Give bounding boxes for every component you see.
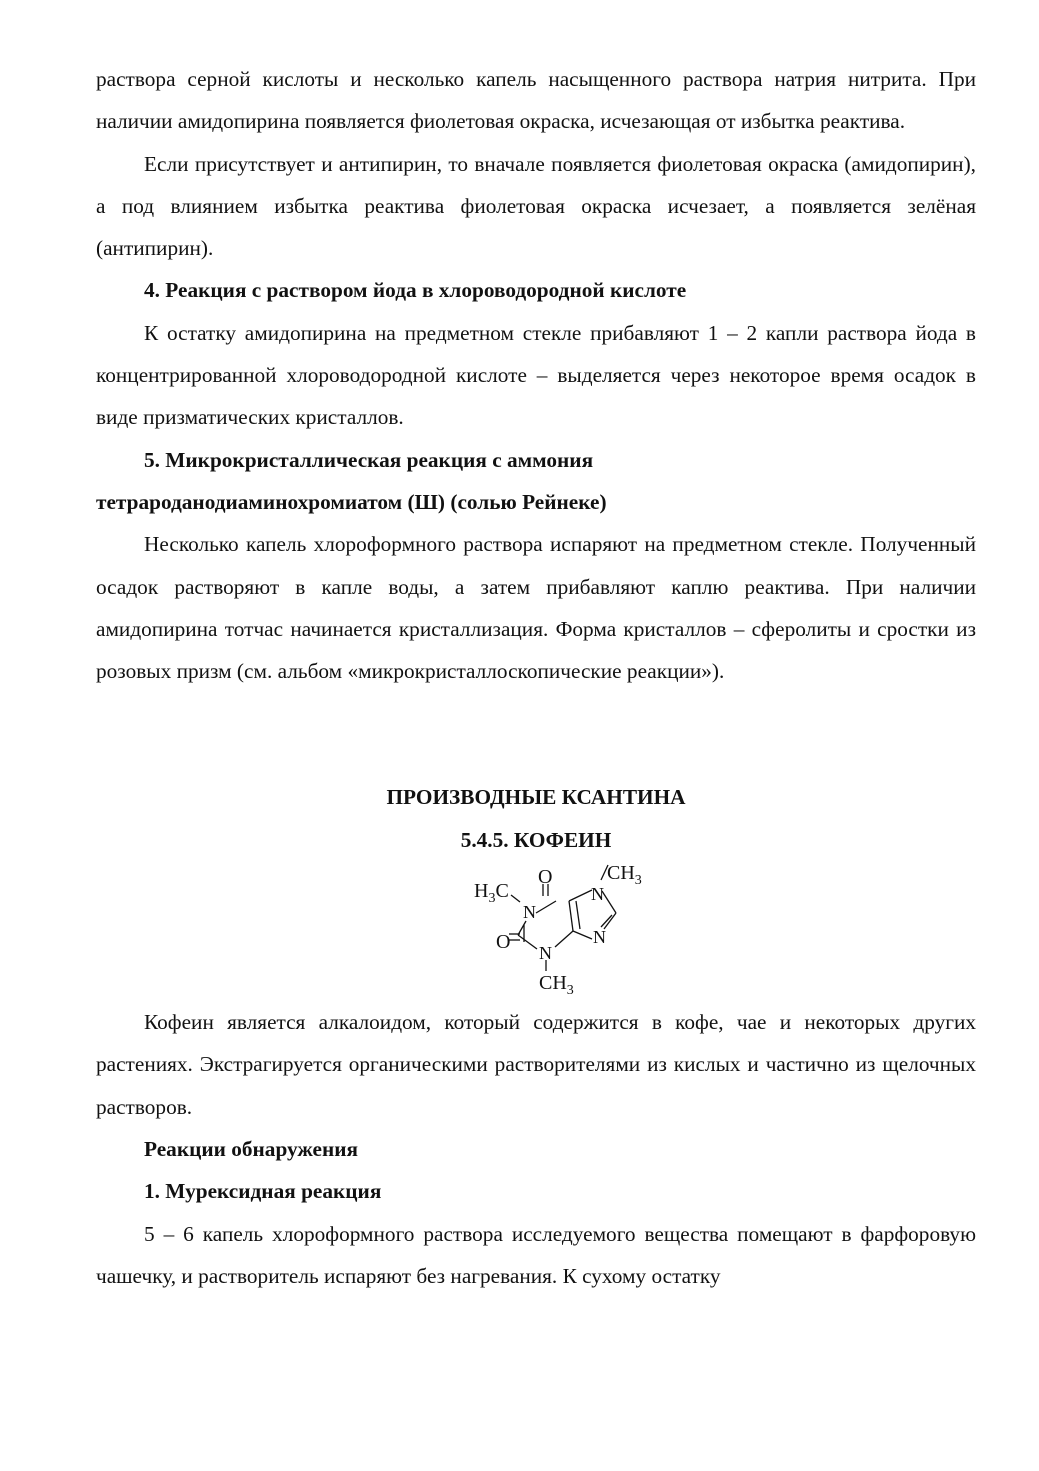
- formula-oxygen-top: O: [538, 866, 553, 889]
- paragraph-antipyrine: Если присутствует и антипирин, то вначале появляется фиолетовая окраска (амидопирин), а под влиянием избытка реактива фиолетовая окраска исчезает, а появляется зелёная (антипирин).: [96, 151, 976, 261]
- document-page: [96, 58, 976, 1297]
- paragraph-murexide: 5 – 6 капель хлороформного раствора исследуемого вещества помещают в фарфоровую чашечку, и растворитель испаряют без нагревания. К сухому остатку: [96, 1221, 976, 1288]
- caffeine-structural-formula: [96, 861, 976, 1001]
- formula-ch3-bottom: $CH_3$: [539, 972, 574, 999]
- paragraph-iodine: К остатку амидопирина на предметном стекле прибавляют 1 – 2 капли раствора йода в концентрированной хлороводородной кислоте – выделяется через некоторое время осадок в виде призматических кристаллов.: [96, 320, 976, 430]
- formula-h3c: $H_3C$: [474, 880, 509, 907]
- section-spacer: [96, 692, 976, 776]
- section-title: ПРОИЗВОДНЫЕ КСАНТИНА: [386, 785, 686, 810]
- formula-ch3-top: $CH_3$: [607, 862, 642, 889]
- formula-nitrogen-3: N: [539, 943, 552, 964]
- heading-detection-reactions: Реакции обнаружения: [144, 1136, 359, 1161]
- paragraph-reinecke: Несколько капель хлороформного раствора испаряют на предметном стекле. Полученный осадок растворяют в капле воды, а затем прибавляют каплю реактива. При наличии амидопирина тотчас начинается кристаллизация. Форма кристаллов – сферолиты и сростки из розовых призм (см. альбом «микрокристаллоскопические реакции»).: [96, 532, 976, 684]
- heading-murexide-reaction: 1. Мурексидная реакция: [144, 1179, 382, 1204]
- paragraph-continued: раствора серной кислоты и несколько капель насыщенного раствора натрия нитрита. При наличии амидопирина появляется фиолетовая окраска, исчезающая от избытка реактива.: [96, 67, 976, 134]
- heading-microcrystal-reaction: 5. Микрокристаллическая реакция с аммония: [144, 447, 594, 472]
- formula-oxygen-left: O: [496, 931, 511, 954]
- formula-nitrogen-9: N: [593, 927, 606, 948]
- paragraph-caffeine-intro: Кофеин является алкалоидом, который содержится в кофе, чае и некоторых других растениях. Экстрагируется органическими растворителями из кислых и частично из щелочных растворов.: [96, 1010, 976, 1119]
- formula-nitrogen-7: N: [591, 884, 604, 905]
- section-subtitle: 5.4.5. КОФЕИН: [460, 827, 612, 852]
- heading-microcrystal-reaction-cont: тетрароданодиаминохромиатом (Ш) (солью Рейнеке): [96, 489, 607, 514]
- heading-iodine-reaction: 4. Реакция с раствором йода в хлороводородной кислоте: [144, 278, 687, 303]
- caffeine-formula-svg: [96, 861, 976, 1001]
- formula-nitrogen-1: N: [523, 902, 536, 923]
